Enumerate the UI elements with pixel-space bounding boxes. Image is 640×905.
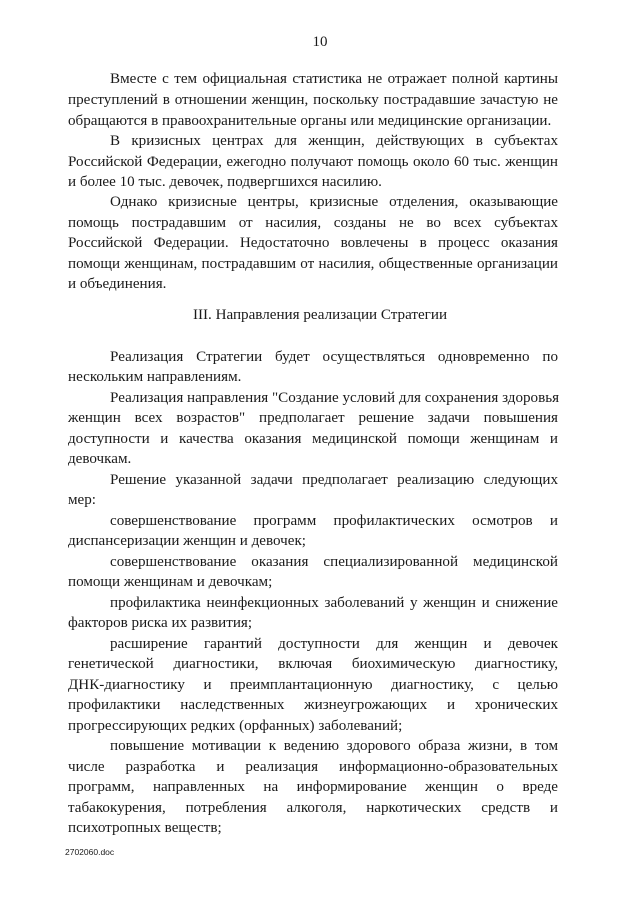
text-line: Реализация направления "Создание условий для сохранения здоровья [110,390,560,406]
page-number: 10 [312,34,328,50]
text-line: психотропных веществ; [68,820,222,836]
text-line: Вместе с тем официальная статистика не отражает полной картины [110,71,558,87]
text-line: помощь пострадавшим от насилия, созданы не во всех субъектах [68,215,558,231]
text-line: В кризисных центрах для женщин, действующих в субъектах [110,133,558,149]
text-line: профилактики наследственных жизнеугрожающих и хронических [68,697,558,713]
text-line: помощи женщинам, пострадавшим от насилия, общественные организации [68,256,558,272]
text-line: Решение указанной задачи предполагает реализацию следующих [110,472,558,488]
text-line: женщин всех возрастов" предполагает решение задачи повышения [68,410,558,426]
text-line: мер: [68,492,96,508]
text-line: программ, направленных на информирование женщин о вреде [68,779,558,795]
text-line: Российской Федерации, ежегодно получают помощь около 60 тыс. женщин [68,154,558,170]
text-line: нескольким направлениям. [68,369,242,385]
text-line: числе разработка и реализация информационно-образовательных [68,759,558,775]
text-line: табакокурения, потребления алкоголя, наркотических средств и [68,800,558,816]
text-line: и объединения. [68,276,167,292]
text-line: повышение мотивации к ведению здорового образа жизни, в том [110,738,558,754]
text-line: ДНК-диагностику и преимплантационную диагностику, с целью [68,677,558,693]
text-line: совершенствование оказания специализированной медицинской [110,554,558,570]
text-line: профилактика неинфекционных заболеваний у женщин и снижение [110,595,558,611]
file-name-footer: 2702060.doc [65,847,115,857]
text-line: и более 10 тыс. девочек, подвергшихся насилию. [68,174,382,190]
text-line: прогрессирующих редких (орфанных) заболеваний; [68,718,403,734]
section-heading: III. Направления реализации Стратегии [192,307,448,323]
text-line: расширение гарантий доступности для женщин и девочек [110,636,558,652]
text-line: диспансеризации женщин и девочек; [68,533,306,549]
text-line: Российской Федерации. Недостаточно вовлечены в процесс оказания [68,235,558,251]
text-line: девочкам. [68,451,132,467]
text-line: доступности и качества оказания медицинской помощи женщинам и [68,431,558,447]
text-line: Реализация Стратегии будет осуществляться одновременно по [110,349,558,365]
text-line: Однако кризисные центры, кризисные отделения, оказывающие [110,194,558,210]
text-line: преступлений в отношении женщин, поскольку пострадавшие зачастую не [68,92,558,108]
text-line: помощи женщинам и девочкам; [68,574,273,590]
text-line: генетической диагностики, включая биохимическую диагностику, [68,656,558,672]
text-line: факторов риска их развития; [68,615,253,631]
text-line: обращаются в правоохранительные органы или медицинские организации. [68,113,552,129]
text-line: совершенствование программ профилактических осмотров и [110,513,558,529]
